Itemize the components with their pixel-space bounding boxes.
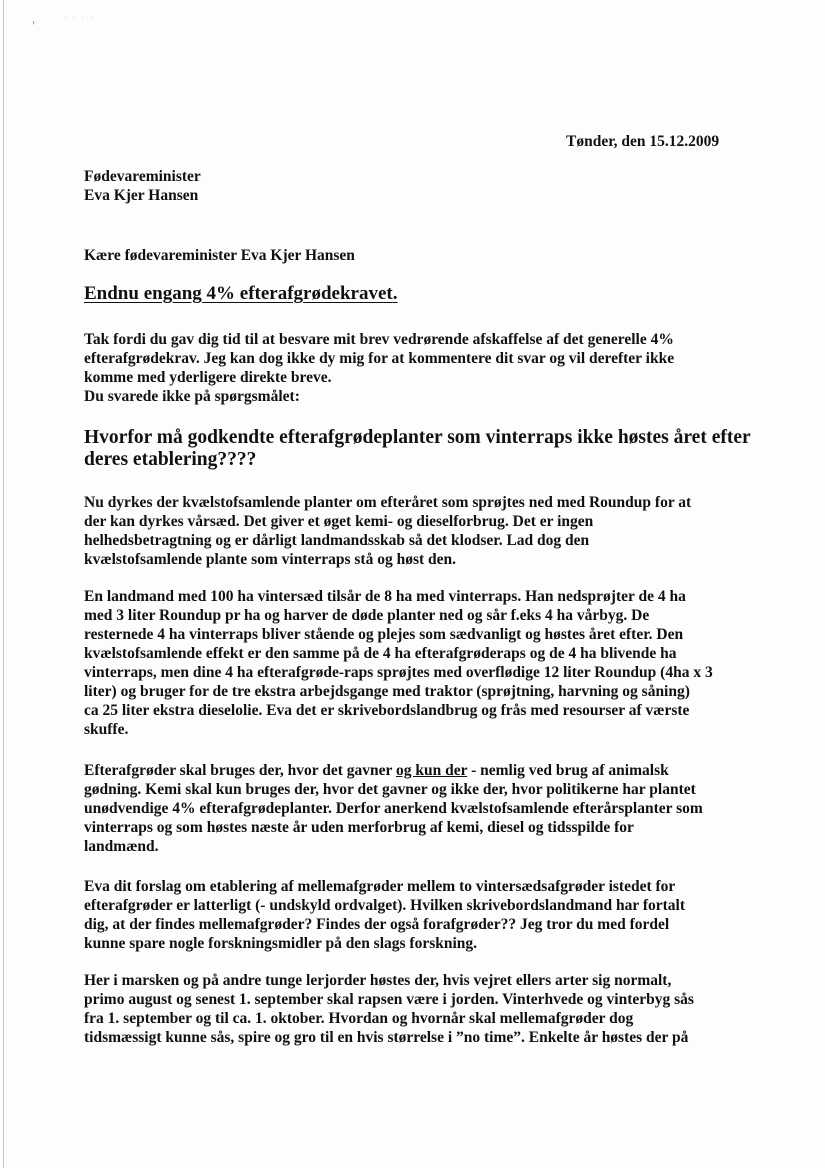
underlined-emphasis: og kun der — [396, 762, 468, 779]
scan-edge-line — [3, 0, 4, 1168]
paragraph-line: En landmand med 100 ha vintersæd tilsår de 8 ha med vinterraps. Han nedsprøjter de 4 ha — [84, 588, 686, 605]
paragraph-line: Eva dit forslag om etablering af mellemafgrøder mellem to vintersædsafgrøder istedet for — [84, 878, 676, 895]
line-text: - nemlig ved brug af animalsk — [467, 762, 669, 779]
paragraph-line: vinterraps, men dine 4 ha efterafgrøde-raps sprøjtes med overflødige 12 liter Roundup (4ha x 3 — [84, 664, 713, 681]
paragraph-line: skuffe. — [84, 721, 129, 738]
paragraph-line: efterafgrøder er latterligt (- undskyld ordvalget). Hvilken skrivebordslandmand har fortalt — [84, 897, 686, 914]
paragraph-line: liter) og bruger for de tre ekstra arbejdsgange med traktor (sprøjtning, harvning og såning) — [84, 683, 690, 700]
paragraph-line: primo august og senest 1. september skal rapsen være i jorden. Vinterhvede og vinterbyg sås — [84, 991, 694, 1008]
paragraph-line: gødning. Kemi skal kun bruges der, hvor det gavner og ikke der, hvor politikerne har plantet — [84, 781, 696, 798]
paragraph-5 — [84, 877, 744, 953]
paragraph-line: kvælstofsamlende effekt er den samme på de 4 ha efterafgrøderaps og de 4 ha blivende ha — [84, 645, 677, 662]
intro-line: komme med yderligere direkte breve. — [84, 369, 332, 386]
recipient-name: Eva Kjer Hansen — [84, 187, 199, 204]
intro-line: Tak fordi du gav dig tid til at besvare mit brev vedrørende afskaffelse af det generelle 4% — [84, 331, 674, 348]
paragraph-4 — [84, 761, 764, 856]
paragraph-line — [84, 761, 764, 780]
paragraph-line: Her i marsken og på andre tunge lerjorder høstes der, hvis vejret ellers arter sig normalt, — [84, 972, 672, 989]
line-text: Efterafgrøder skal bruges der, hvor det gavner — [84, 762, 396, 779]
greeting-line: Kære fødevareminister Eva Kjer Hansen — [84, 247, 355, 264]
paragraph-line: dig, at der findes mellemafgrøder? Findes der også forafgrøder?? Jeg tror du med fordel — [84, 916, 670, 933]
paragraph-line: Nu dyrkes der kvælstofsamlende planter om efteråret som sprøjtes ned med Roundup for at — [84, 494, 692, 511]
intro-line: efterafgrødekrav. Jeg kan dog ikke dy mig for at kommentere dit svar og vil derefter ikke — [84, 350, 675, 367]
subject-text: Endnu engang 4% efterafgrødekravet — [84, 283, 393, 304]
paragraph-line: vinterraps og som høstes næste år uden merforbrug af kemi, diesel og tidsspilde for — [84, 819, 634, 836]
subject-period: . — [392, 283, 398, 304]
recipient-block — [84, 167, 744, 205]
scan-artifact-mark: › — [32, 17, 35, 27]
letter-date: Tønder, den 15.12.2009 — [566, 133, 720, 150]
paragraph-line: der kan dyrkes vårsæd. Det giver et øget kemi- og dieselforbrug. Det er ingen — [84, 513, 594, 530]
paragraph-line: kvælstofsamlende plante som vinterraps stå og høst den. — [84, 551, 457, 568]
intro-paragraph — [84, 330, 744, 406]
intro-line: Du svarede ikke på spørgsmålet: — [84, 388, 300, 405]
paragraph-line: landmænd. — [84, 838, 159, 855]
scan-artifact-dots: · · · · — [64, 14, 95, 23]
recipient-title: Fødevareminister — [84, 168, 201, 185]
paragraph-line: resternede 4 ha vinterraps bliver stående og plejes som sædvanligt og høstes året efter. Den — [84, 626, 684, 643]
paragraph-3 — [84, 587, 748, 739]
paragraph-line: helhedsbetragtning og er dårligt landmandsskab så det klodser. Lad dog den — [84, 532, 590, 549]
question-line: deres etablering???? — [84, 449, 257, 470]
paragraph-line: tidsmæssigt kunne sås, spire og gro til en hvis størrelse i ”no time”. Enkelte år høstes der på — [84, 1029, 689, 1046]
paragraph-line: fra 1. september og til ca. 1. oktober. Hvordan og hvornår skal mellemafgrøder dog — [84, 1010, 634, 1027]
paragraph-6 — [84, 971, 744, 1047]
key-question — [84, 427, 774, 471]
question-line: Hvorfor må godkendte efterafgrødeplanter som vinterraps ikke høstes året efter — [84, 427, 751, 448]
subject-line — [84, 283, 397, 305]
paragraph-line: ca 25 liter ekstra dieselolie. Eva det er skrivebordslandbrug og frås med resourser af værste — [84, 702, 690, 719]
paragraph-line: unødvendige 4% efterafgrødeplanter. Derfor anerkend kvælstofsamlende efterårsplanter som — [84, 800, 703, 817]
paragraph-line: med 3 liter Roundup pr ha og harver de døde planter ned og sår f.eks 4 ha vårbyg. De — [84, 607, 650, 624]
paragraph-line: kunne spare nogle forskningsmidler på den slags forskning. — [84, 935, 478, 952]
paragraph-2 — [84, 493, 744, 569]
